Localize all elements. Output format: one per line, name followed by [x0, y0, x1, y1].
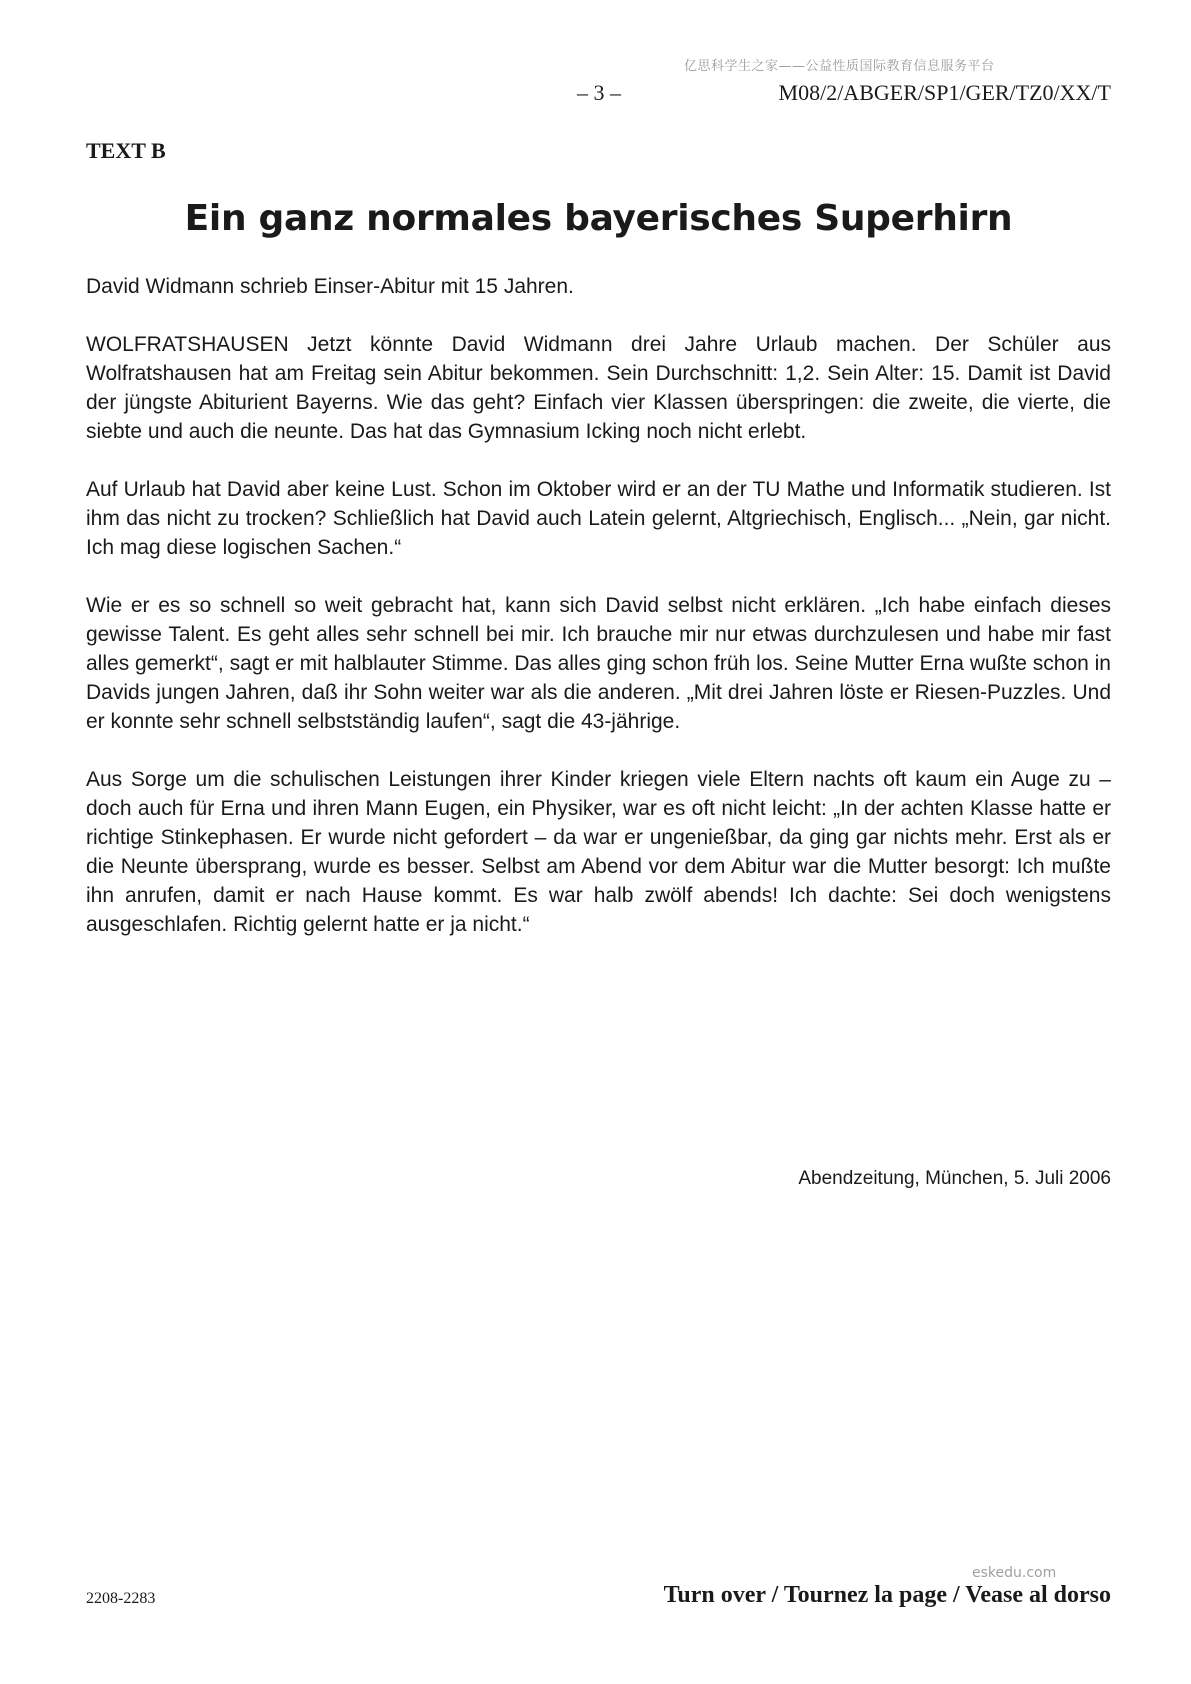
section-label: TEXT B — [86, 138, 166, 163]
page-number: – 3 – — [577, 80, 621, 105]
article-paragraph: Aus Sorge um die schulischen Leistungen ihrer Kinder kriegen viele Eltern nachts oft kaum ein Auge zu – doch auch für Erna und ihren Mann Eugen, ein Physiker, war es oft nicht leicht: „In der achten Klasse hatte er richtige Stinkephasen. Er wurde nicht gefordert – da war er ungenießbar, da ging gar nichts mehr. Erst als er die Neunte übersprang, wurde es besser. Selbst am Abend vor dem Abitur war die Mutter besorgt: Ich mußte ihn anrufen, damit er nach Hause kommt. Es war halb zwölf abends! Ich dachte: Sei doch wenigstens ausgeschlafen. Richtig gelernt hatte er ja nicht.“ — [86, 768, 1111, 936]
article-paragraph: Auf Urlaub hat David aber keine Lust. Schon im Oktober wird er an der TU Mathe und Informatik studieren. Ist ihm das nicht zu trocken? Schließlich hat David auch Latein gelernt, Altgriechisch, Englisch... „Nein, gar nicht. Ich mag diese logischen Sachen.“ — [86, 478, 1111, 559]
footer-code: 2208-2283 — [86, 1590, 156, 1607]
article-paragraph: WOLFRATSHAUSEN Jetzt könnte David Widmann drei Jahre Urlaub machen. Der Schüler aus Wolfratshausen hat am Freitag sein Abitur bekommen. Sein Durchschnitt: 1,2. Sein Alter: 15. Damit ist David der jüngste Abiturient Bayerns. Wie das geht? Einfach vier Klassen überspringen: die zweite, die vierte, die siebte und auch die neunte. Das hat das Gymnasium Icking noch nicht erlebt. — [86, 333, 1111, 443]
article-source: Abendzeitung, München, 5. Juli 2006 — [798, 1168, 1111, 1189]
footer-watermark: eskedu.com — [972, 1565, 1057, 1581]
turn-over-notice: Turn over / Tournez la page / Vease al dorso — [663, 1582, 1111, 1608]
article-subtitle: David Widmann schrieb Einser-Abitur mit 15 Jahren. — [86, 275, 574, 298]
article-body — [86, 272, 1111, 968]
paper-code: M08/2/ABGER/SP1/GER/TZ0/XX/T — [778, 80, 1111, 105]
header-watermark: 亿思科学生之家——公益性质国际教育信息服务平台 — [684, 59, 995, 74]
article-paragraph: Wie er es so schnell so weit gebracht hat, kann sich David selbst nicht erklären. „Ich habe einfach dieses gewisse Talent. Es geht alles sehr schnell bei mir. Ich brauche mir nur etwas durchzulesen und habe mir fast alles gemerkt“, sagt er mit halblauter Stimme. Das alles ging schon früh los. Seine Mutter Erna wußte schon in Davids jungen Jahren, daß ihr Sohn weiter war als die anderen. „Mit drei Jahren löste er Riesen-Puzzles. Und er konnte sehr schnell selbstständig laufen“, sagt die 43-jährige. — [86, 594, 1111, 733]
article-headline: Ein ganz normales bayerisches Superhirn — [184, 198, 1013, 239]
